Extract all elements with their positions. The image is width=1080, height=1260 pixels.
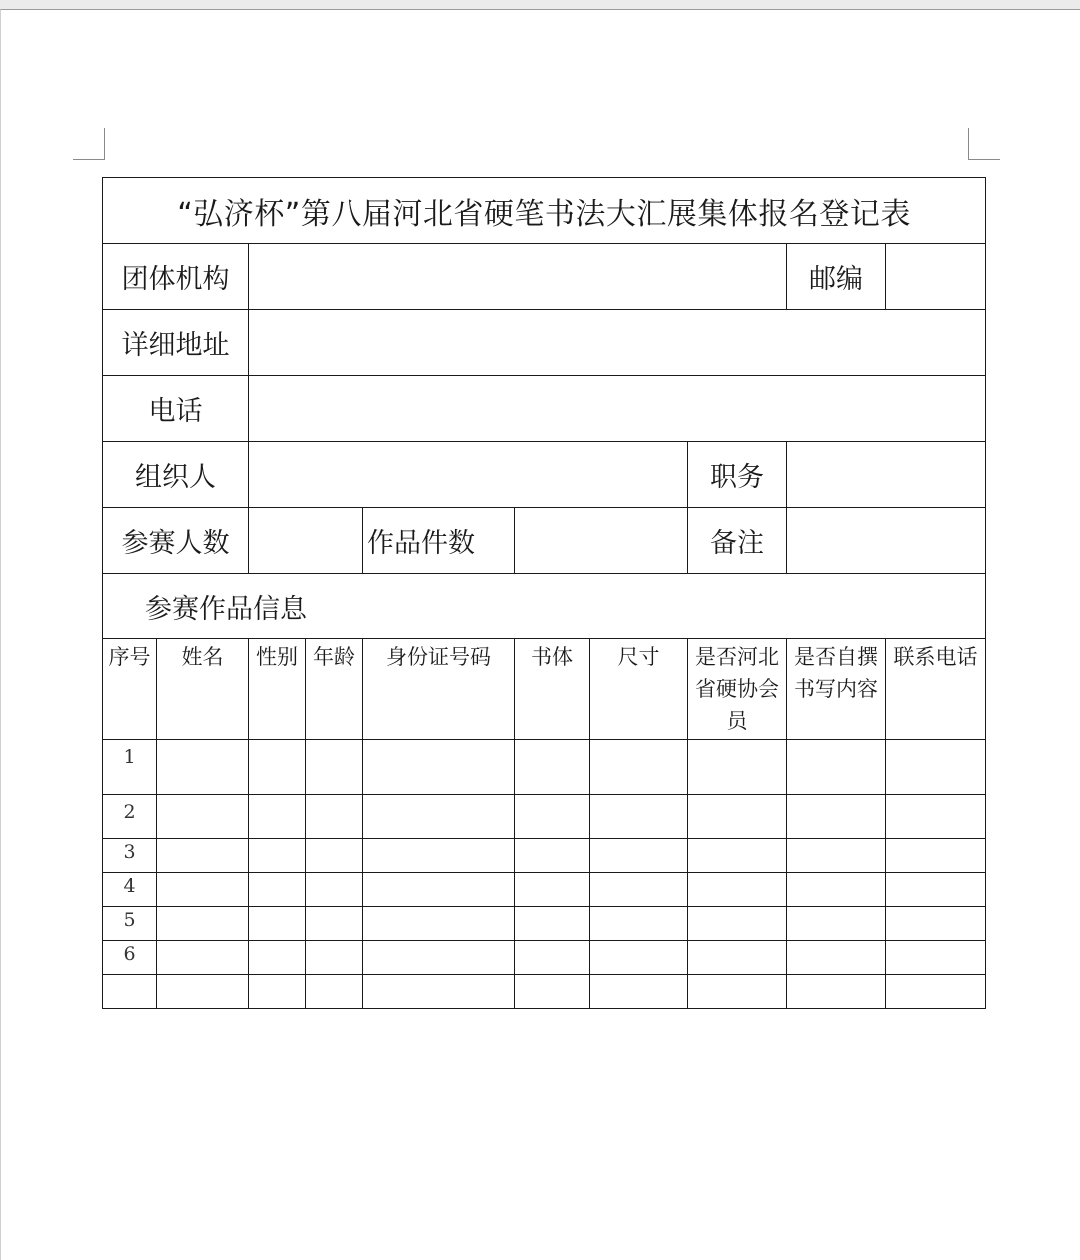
- contact-phone-cell[interactable]: [886, 941, 986, 975]
- self-composed-cell[interactable]: [787, 907, 886, 941]
- col-header-index: 序号: [103, 639, 157, 740]
- work-row: [103, 839, 986, 873]
- registration-form-table: [102, 177, 986, 1009]
- work-row: [103, 873, 986, 907]
- age-cell[interactable]: [306, 907, 363, 941]
- form-title: “弘济杯”第八届河北省硬笔书法大汇展集体报名登记表: [103, 178, 986, 244]
- organizer-field[interactable]: [249, 442, 688, 508]
- id-number-cell[interactable]: [363, 907, 515, 941]
- size-cell[interactable]: [590, 795, 688, 839]
- organization-row: [103, 244, 986, 310]
- organizer-label: 组织人: [103, 442, 249, 508]
- age-cell[interactable]: [306, 740, 363, 795]
- name-cell[interactable]: [157, 975, 249, 1009]
- col-header-name: 姓名: [157, 639, 249, 740]
- member-cell[interactable]: [688, 740, 787, 795]
- self-composed-cell[interactable]: [787, 740, 886, 795]
- age-cell[interactable]: [306, 873, 363, 907]
- name-cell[interactable]: [157, 839, 249, 873]
- contact-phone-cell[interactable]: [886, 839, 986, 873]
- organizer-row: [103, 442, 986, 508]
- id-number-cell[interactable]: [363, 795, 515, 839]
- contact-phone-cell[interactable]: [886, 907, 986, 941]
- position-label: 职务: [688, 442, 787, 508]
- size-cell[interactable]: [590, 975, 688, 1009]
- row-number: 5: [103, 907, 157, 941]
- works-count-label: 作品件数: [363, 508, 515, 574]
- contact-phone-cell[interactable]: [886, 795, 986, 839]
- self-composed-cell[interactable]: [787, 873, 886, 907]
- contact-phone-cell[interactable]: [886, 740, 986, 795]
- position-field[interactable]: [787, 442, 986, 508]
- script-style-cell[interactable]: [515, 740, 590, 795]
- id-number-cell[interactable]: [363, 839, 515, 873]
- gender-cell[interactable]: [249, 873, 306, 907]
- size-cell[interactable]: [590, 873, 688, 907]
- work-row: [103, 795, 986, 839]
- script-style-cell[interactable]: [515, 839, 590, 873]
- script-style-cell[interactable]: [515, 873, 590, 907]
- phone-field[interactable]: [249, 376, 986, 442]
- script-style-cell[interactable]: [515, 907, 590, 941]
- age-cell[interactable]: [306, 839, 363, 873]
- member-cell[interactable]: [688, 873, 787, 907]
- col-header-contact-phone: 联系电话: [886, 639, 986, 740]
- col-header-gender: 性别: [249, 639, 306, 740]
- self-composed-cell[interactable]: [787, 941, 886, 975]
- size-cell[interactable]: [590, 839, 688, 873]
- age-cell[interactable]: [306, 975, 363, 1009]
- id-number-cell[interactable]: [363, 941, 515, 975]
- work-row: [103, 740, 986, 795]
- member-cell[interactable]: [688, 907, 787, 941]
- gender-cell[interactable]: [249, 975, 306, 1009]
- gender-cell[interactable]: [249, 795, 306, 839]
- member-cell[interactable]: [688, 941, 787, 975]
- postcode-label: 邮编: [787, 244, 886, 310]
- member-cell[interactable]: [688, 795, 787, 839]
- gender-cell[interactable]: [249, 740, 306, 795]
- self-composed-cell[interactable]: [787, 839, 886, 873]
- works-header-row: [103, 639, 986, 740]
- row-number: 4: [103, 873, 157, 907]
- organization-label: 团体机构: [103, 244, 249, 310]
- name-cell[interactable]: [157, 907, 249, 941]
- script-style-cell[interactable]: [515, 941, 590, 975]
- counts-row: [103, 508, 986, 574]
- work-row: [103, 975, 986, 1009]
- address-label: 详细地址: [103, 310, 249, 376]
- phone-row: [103, 376, 986, 442]
- self-composed-cell[interactable]: [787, 795, 886, 839]
- member-cell[interactable]: [688, 839, 787, 873]
- row-number: [103, 975, 157, 1009]
- id-number-cell[interactable]: [363, 740, 515, 795]
- script-style-cell[interactable]: [515, 975, 590, 1009]
- work-row: [103, 941, 986, 975]
- name-cell[interactable]: [157, 941, 249, 975]
- self-composed-cell[interactable]: [787, 975, 886, 1009]
- row-number: 1: [103, 740, 157, 795]
- remarks-label: 备注: [688, 508, 787, 574]
- col-header-self-composed: 是否自撰书写内容: [787, 639, 886, 740]
- row-number: 3: [103, 839, 157, 873]
- age-cell[interactable]: [306, 941, 363, 975]
- row-number: 2: [103, 795, 157, 839]
- id-number-cell[interactable]: [363, 873, 515, 907]
- script-style-cell[interactable]: [515, 795, 590, 839]
- name-cell[interactable]: [157, 873, 249, 907]
- postcode-field[interactable]: [886, 244, 986, 310]
- gender-cell[interactable]: [249, 839, 306, 873]
- contact-phone-cell[interactable]: [886, 975, 986, 1009]
- gender-cell[interactable]: [249, 907, 306, 941]
- col-header-size: 尺寸: [590, 639, 688, 740]
- address-field[interactable]: [249, 310, 986, 376]
- name-cell[interactable]: [157, 740, 249, 795]
- col-header-member: 是否河北省硬协会员: [688, 639, 787, 740]
- organization-field[interactable]: [249, 244, 787, 310]
- crop-mark-top-right: [968, 128, 1000, 160]
- size-cell[interactable]: [590, 941, 688, 975]
- gender-cell[interactable]: [249, 941, 306, 975]
- member-cell[interactable]: [688, 975, 787, 1009]
- section-title: 参赛作品信息: [103, 574, 986, 639]
- col-header-age: 年龄: [306, 639, 363, 740]
- age-cell[interactable]: [306, 795, 363, 839]
- participants-field[interactable]: [249, 508, 363, 574]
- crop-mark-top-left: [73, 128, 105, 160]
- col-header-id-number: 身份证号码: [363, 639, 515, 740]
- col-header-script-style: 书体: [515, 639, 590, 740]
- address-row: [103, 310, 986, 376]
- phone-label: 电话: [103, 376, 249, 442]
- name-cell[interactable]: [157, 795, 249, 839]
- contact-phone-cell[interactable]: [886, 873, 986, 907]
- size-cell[interactable]: [590, 907, 688, 941]
- size-cell[interactable]: [590, 740, 688, 795]
- id-number-cell[interactable]: [363, 975, 515, 1009]
- works-count-field[interactable]: [515, 508, 688, 574]
- participants-label: 参赛人数: [103, 508, 249, 574]
- row-number: 6: [103, 941, 157, 975]
- remarks-field[interactable]: [787, 508, 986, 574]
- work-row: [103, 907, 986, 941]
